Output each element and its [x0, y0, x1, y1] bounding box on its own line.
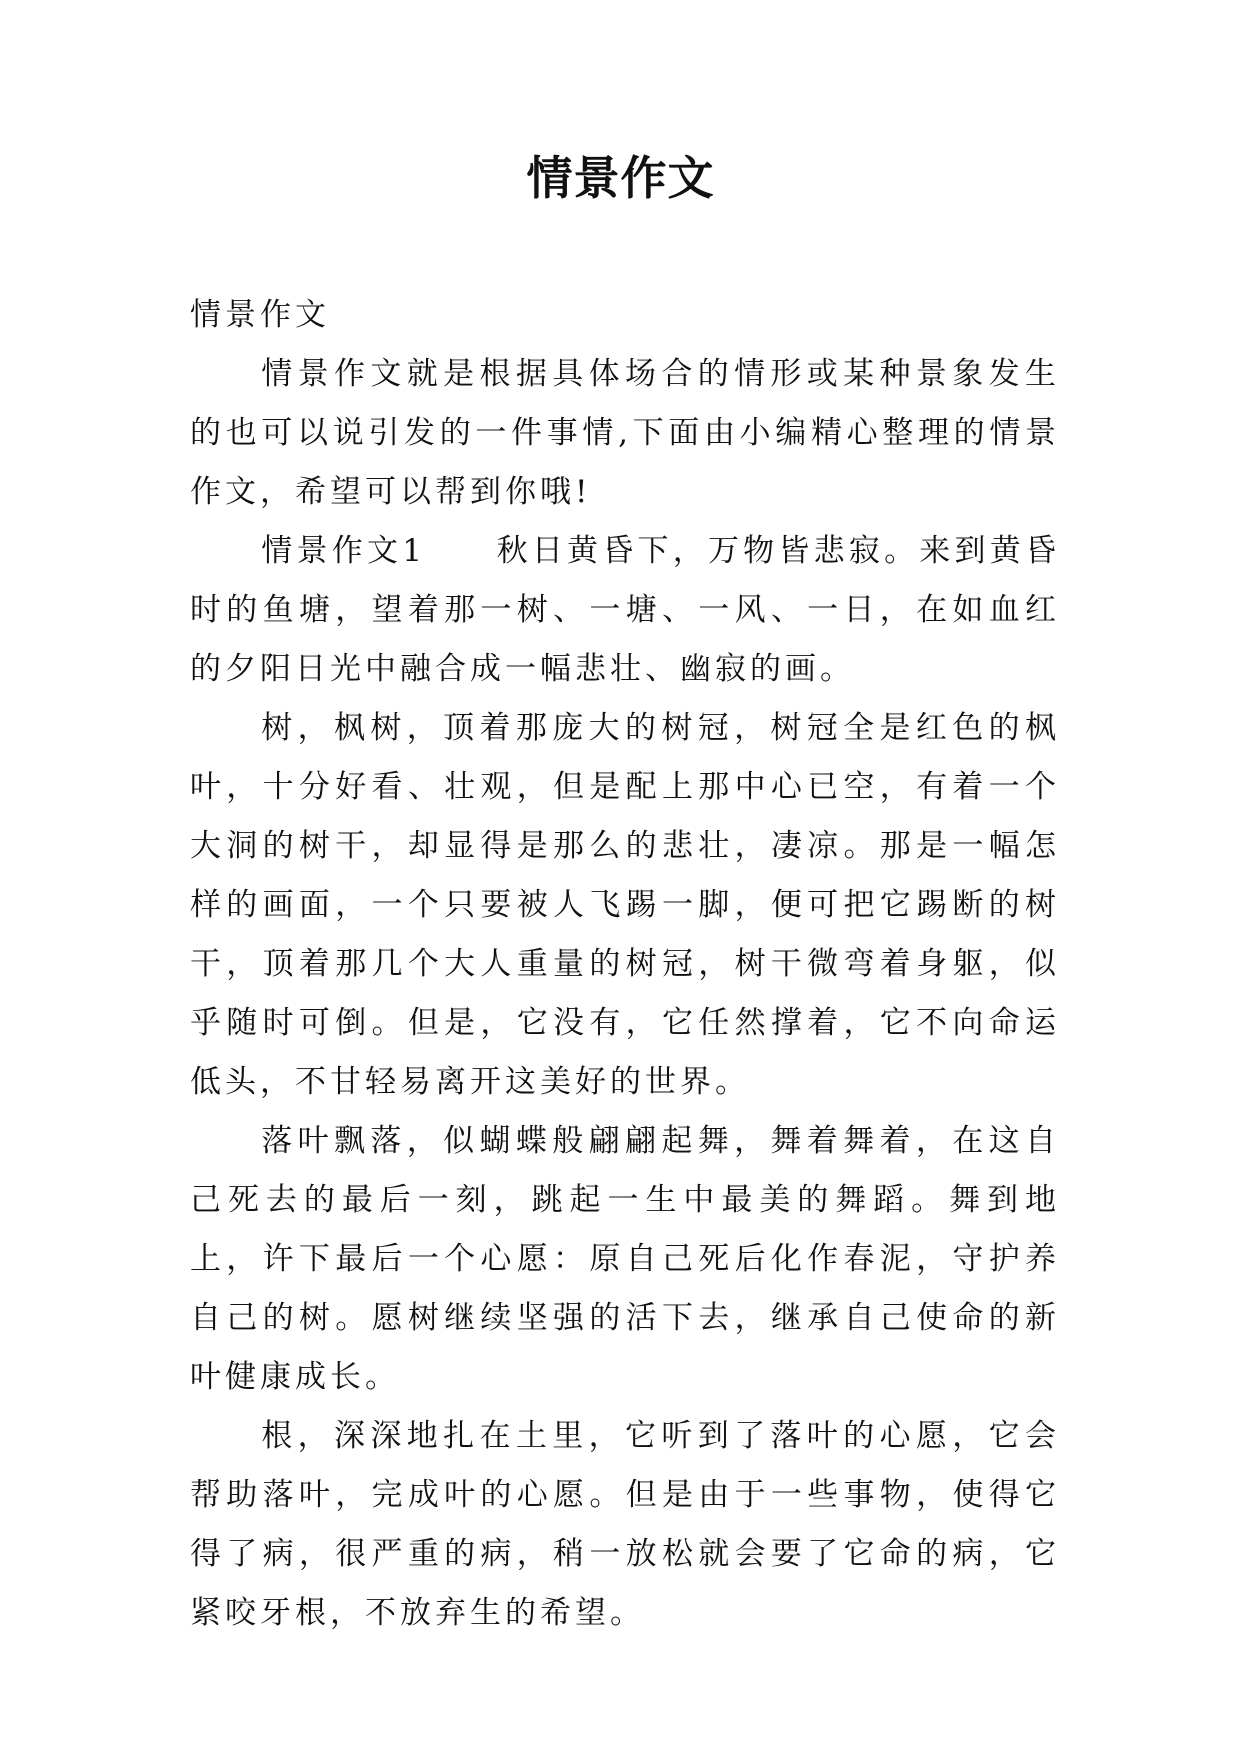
- paragraph-essay-1: 情景作文1 秋日黄昏下，万物皆悲寂。来到黄昏时的鱼塘，望着那一树、一塘、一风、一日，在如血红的夕阳日光中融合成一幅悲壮、幽寂的画。: [190, 533, 1060, 687]
- paragraph-roots: 根，深深地扎在土里，它听到了落叶的心愿，它会帮助落叶，完成叶的心愿。但是由于一些事物，使得它得了病，很严重的病，稍一放松就会要了它命的病，它紧咬牙根，不放弃生的希望。: [190, 1418, 1060, 1631]
- paragraph-falling-leaves: 落叶飘落，似蝴蝶般翩翩起舞，舞着舞着，在这自己死去的最后一刻，跳起一生中最美的舞蹈。舞到地上，许下最后一个心愿：原自己死后化作春泥，守护养自己的树。愿树继续坚强的活下去，继承自己使命的新叶健康成长。: [190, 1123, 1060, 1395]
- section-heading: 情景作文: [190, 297, 330, 333]
- paragraph-intro: 情景作文就是根据具体场合的情形或某种景象发生的也可以说引发的一件事情,下面由小编精心整理的情景作文，希望可以帮到你哦!: [190, 356, 1060, 510]
- paragraph-maple-tree: 树，枫树，顶着那庞大的树冠，树冠全是红色的枫叶，十分好看、壮观，但是配上那中心已空，有着一个大洞的树干，却显得是那么的悲壮，凄凉。那是一幅怎样的画面，一个只要被人飞踢一脚，便可把它踢断的树干，顶着那几个大人重量的树冠，树干微弯着身躯，似乎随时可倒。但是，它没有，它任然撑着，它不向命运低头，不甘轻易离开这美好的世界。: [190, 710, 1060, 1100]
- document-body: [190, 286, 1060, 1643]
- document-title: 情景作文: [526, 151, 715, 205]
